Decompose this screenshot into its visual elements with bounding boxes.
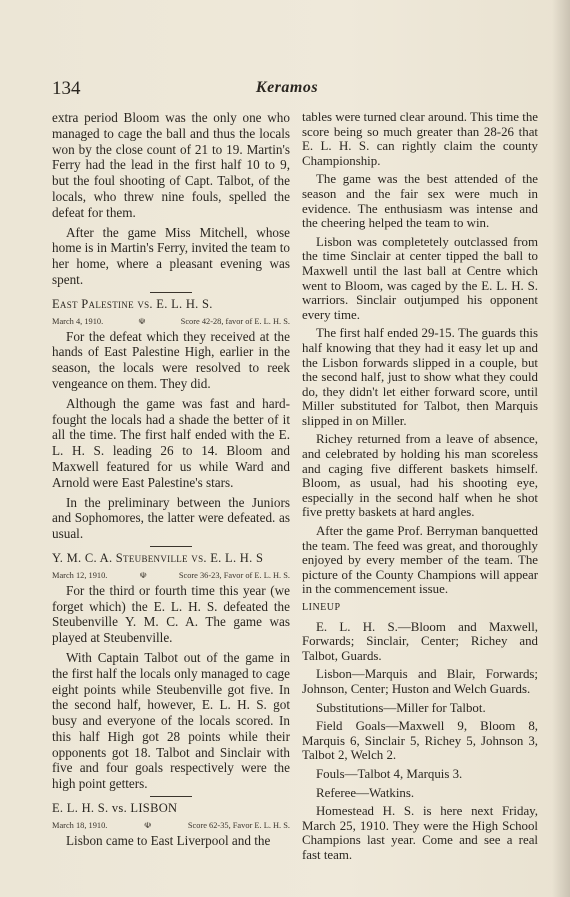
right-paragraph: After the game Prof. Berryman banquetted the team. The feed was great, and thoroughly enjoyed by every member of the team. The picture of the County Champions will appear in the commencement issue. (302, 524, 538, 597)
left-paragraph: Although the game was fast and hard-fought the locals had a shade the better of it all the time. The first half ended with the E. L. H. S. leading 26 to 14. Bloom and Maxwell featured for us while Ward and Arnold were East Palestine's stars. (52, 395, 290, 490)
left-paragraph: For the defeat which they received at the hands of East Palestine High, earlier in the season, the locals were resolved to reek vengeance on them. They did. (52, 328, 290, 391)
left-paragraph: With Captain Talbot out of the game in the first half the locals only managed to cage eight points while Steubenville got five. In the second half, however, E. L. H. S. got busy and everyone of the locals scored. In this half High got 28 points while their opponents got 18. Talbot and Sinclair with five and four goals respectively were the high point getters. (52, 649, 290, 792)
section-divider (150, 546, 192, 547)
right-paragraph: Richey returned from a leave of absence, and celebrated by holding his man scoreless and caging five different baskets himself. Bloom, as usual, had his shooting eye, especially in the second half when he shot five pretty baskets at hard angles. (302, 432, 538, 520)
substitutions-line: Substitutions—Miller for Talbot. (316, 700, 486, 715)
right-column (302, 110, 538, 867)
game-meta (52, 571, 290, 581)
left-paragraph: For the third or fourth time this year (we forget which) the E. L. H. S. defeated the Steubenville Y. M. C. A. The game was played at Steubenville. (52, 582, 290, 646)
section-divider (150, 796, 192, 797)
left-paragraph: Lisbon came to East Liverpool and the (66, 832, 271, 848)
field-goals-line: Field Goals—Maxwell 9, Bloom 8, Marquis 6, Sinclair 5, Richey 5, Johnson 3, Talbot 2, Welch 2. (302, 719, 538, 763)
page-number: 134 (52, 78, 81, 99)
game-title: East Palestine vs. E. L. H. S. (52, 296, 213, 311)
game-title: Y. M. C. A. Steubenville vs. E. L. H. S (52, 550, 264, 565)
game-meta (52, 317, 290, 327)
lineup-entry: E. L. H. S.—Bloom and Maxwell, Forwards; Sinclair, Center; Richey and Talbot, Guards. (302, 619, 538, 663)
ornament-icon: ☫ (139, 570, 147, 580)
game-score: Score 42-28, favor of E. L. H. S. (180, 316, 290, 326)
page-edge-shadow (552, 0, 570, 897)
game-score: Score 36-23, Favor of E. L. H. S. (178, 570, 290, 580)
game-score: Score 62-35, Favor E. L. H. S. (187, 820, 290, 830)
game-date: March 4, 1910. (52, 316, 104, 326)
left-paragraph: After the game Miss Mitchell, whose home is in Martin's Ferry, invited the team to her home, where a pleasant evening was spent. (52, 224, 290, 287)
game-title: E. L. H. S. vs. LISBON (52, 801, 178, 816)
game-date: March 12, 1910. (52, 570, 108, 580)
right-paragraph: Lisbon was completetely outclassed from the time Sinclair at center tipped the ball to Maxwell until the last ball at Centre which went to Bloom, was caged by the E. L. H. S. warriors. Sinclair outjumped his opponent every time. (302, 234, 538, 322)
game-date: March 18, 1910. (52, 820, 108, 830)
referee-line: Referee—Watkins. (316, 785, 415, 800)
game-meta (52, 821, 290, 831)
right-paragraph: The game was the best attended of the season and the fair sex were much in evidence. The enthusiasm was intense and the cheering helped the team to win. (302, 172, 538, 231)
right-paragraph: Homestead H. S. is here next Friday, March 25, 1910. They were the High School Champions last year. Come and see a real fast team. (302, 804, 538, 862)
section-divider (150, 292, 192, 293)
fouls-line: Fouls—Talbot 4, Marquis 3. (316, 766, 463, 781)
left-paragraph: extra period Bloom was the only one who managed to cage the ball and thus the locals won by the close count of 21 to 19. Martin's Ferry had the lead in the first half 10 to 9, but the foul shooting of Capt. Talbot, of the locals, who threw nine fouls, spelled the defeat for them. (52, 110, 290, 220)
right-paragraph: tables were turned clear around. This time the score being so much greater than 28-26 that E. L. H. S. can rightly claim the county Championship. (302, 110, 539, 168)
ornament-icon: ☫ (138, 316, 146, 326)
lineup-entry: Lisbon—Marquis and Blair, Forwards; Johnson, Center; Huston and Welch Guards. (302, 667, 538, 696)
right-paragraph: The first half ended 29-15. The guards this half knowing that they had it easy let up and the Lisbon forwards slipped in a couple, but the second half, just to show what they could do, they didn't let either forward score, until Miller substituted for Talbot, then Marquis slipped in on Miller. (302, 326, 538, 428)
left-column (52, 110, 290, 853)
page-header (52, 78, 522, 104)
running-title: Keramos (255, 79, 319, 96)
ornament-icon: ☫ (143, 820, 152, 830)
left-paragraph: In the preliminary between the Juniors and Sophomores, the latter were defeated. as usual. (52, 494, 290, 542)
lineup-heading: LINEUP (302, 602, 341, 613)
